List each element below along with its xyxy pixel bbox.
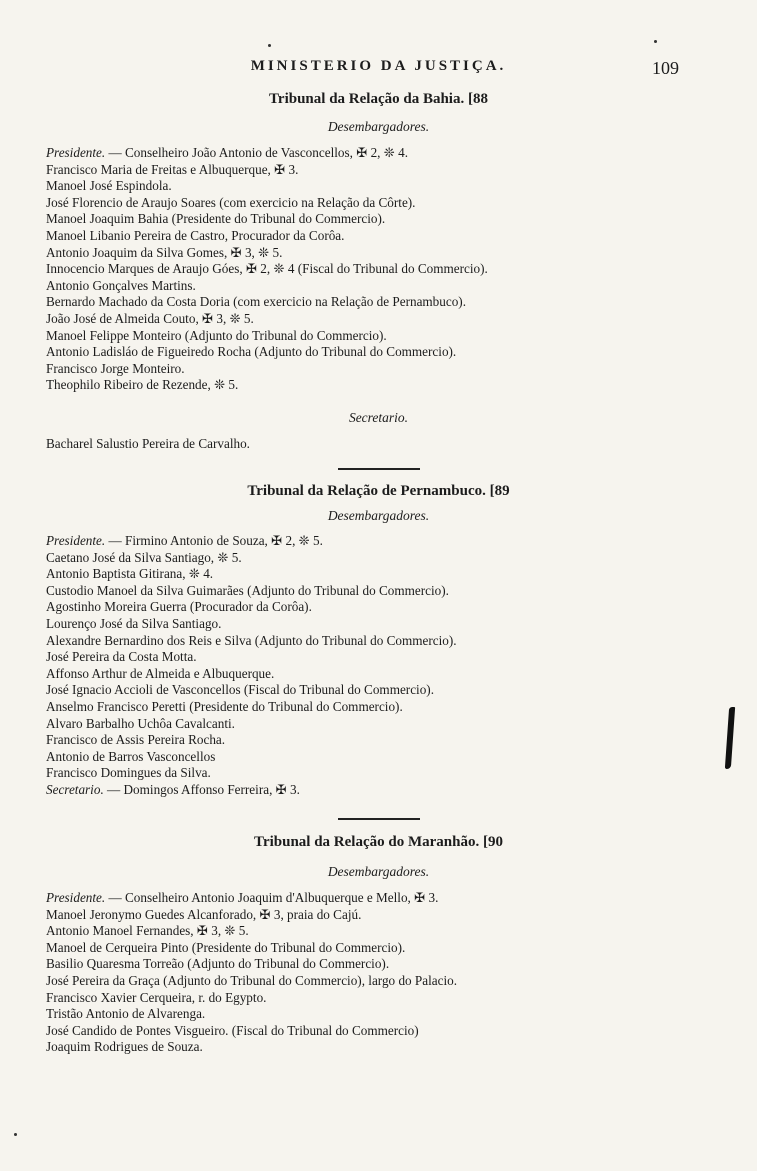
entry-line	[46, 682, 686, 699]
subhead-pernambuco: Desembargadores.	[327, 508, 430, 523]
section-title-bahia: Tribunal da Relação da Bahia. [88	[269, 91, 488, 107]
entry-line	[46, 261, 686, 278]
entries-pernambuco	[46, 533, 686, 799]
entry-line	[46, 361, 686, 378]
entry-text: Manoel José Espindola.	[46, 178, 172, 194]
entry-line	[46, 923, 686, 940]
entry-line	[46, 1023, 686, 1040]
entry-line	[46, 178, 686, 195]
entry-text: Manoel Joaquim Bahia (Presidente do Tribunal do Commercio).	[46, 211, 386, 227]
entry-text: José Florencio de Araujo Soares (com exercicio na Relação da Côrte).	[46, 194, 416, 210]
entry-role: Presidente.	[46, 890, 106, 905]
entry-text: Affonso Arthur de Almeida e Albuquerque.	[46, 665, 275, 681]
entry-text: — Firmino Antonio de Souza, ✠ 2, ❊ 5.	[105, 533, 323, 548]
entries-maranhao	[46, 890, 686, 1056]
entry-text: Manoel Libanio Pereira de Castro, Procurador da Corôa.	[46, 227, 345, 243]
page-number: 109	[652, 58, 679, 78]
entry-line	[46, 782, 686, 799]
section-divider	[338, 468, 420, 470]
entry-text: José Ignacio Accioli de Vasconcellos (Fiscal do Tribunal do Commercio).	[46, 682, 434, 698]
running-head: MINISTERIO DA JUSTIÇA.	[250, 58, 507, 74]
entry-text: Alexandre Bernardino dos Reis e Silva (Adjunto do Tribunal do Commercio).	[46, 632, 457, 648]
entry-line	[46, 699, 686, 716]
entry-text: Francisco Jorge Monteiro.	[46, 360, 185, 376]
entry-line	[46, 328, 686, 345]
section-divider	[338, 818, 420, 820]
entry-line	[46, 940, 686, 957]
entry-text: — Conselheiro João Antonio de Vasconcellos, ✠ 2, ❊ 4.	[105, 145, 408, 160]
entry-line	[46, 990, 686, 1007]
entry-text: Manoel de Cerqueira Pinto (Presidente do Tribunal do Commercio).	[46, 939, 406, 955]
entry-text: Bernardo Machado da Costa Doria (com exercicio na Relação de Pernambuco).	[46, 294, 466, 310]
entry-role: Presidente.	[46, 145, 106, 160]
entry-line	[46, 533, 686, 550]
entry-line	[46, 973, 686, 990]
entry-text: Innocencio Marques de Araujo Góes, ✠ 2, ❊ 4 (Fiscal do Tribunal do Commercio).	[46, 261, 488, 277]
entry-text: Anselmo Francisco Peretti (Presidente do Tribunal do Commercio).	[46, 698, 403, 714]
section-title-pernambuco: Tribunal da Relação de Pernambuco. [89	[247, 483, 510, 499]
entry-line	[46, 566, 686, 583]
entry-line	[46, 311, 686, 328]
entry-text: Tristão Antonio de Alvarenga.	[46, 1006, 206, 1022]
entry-line	[46, 890, 686, 907]
entry-text: Agostinho Moreira Guerra (Procurador da Corôa).	[46, 599, 312, 615]
entry-line	[46, 599, 686, 616]
entry-text: Antonio de Barros Vasconcellos	[46, 748, 216, 764]
entry-text: João José de Almeida Couto, ✠ 3, ❊ 5.	[46, 310, 254, 326]
entry-text: Manoel Jeronymo Guedes Alcanforado, ✠ 3, praia do Cajú.	[46, 906, 362, 922]
secretary-head-bahia: Secretario.	[348, 410, 409, 425]
entry-text: Francisco Xavier Cerqueira, r. do Egypto.	[46, 989, 267, 1005]
entry-role: Presidente.	[46, 533, 106, 548]
entry-line	[46, 749, 686, 766]
entry-text: Alvaro Barbalho Uchôa Cavalcanti.	[46, 715, 235, 731]
entry-line	[46, 162, 686, 179]
entry-text: Antonio Baptista Gitirana, ❊ 4.	[46, 566, 214, 582]
ink-speck	[14, 1133, 17, 1136]
section-title-maranhao: Tribunal da Relação do Maranhão. [90	[254, 834, 503, 850]
entry-text: Custodio Manoel da Silva Guimarães (Adjunto do Tribunal do Commercio).	[46, 582, 449, 598]
entry-role: Secretario.	[46, 781, 104, 797]
ink-speck	[268, 44, 271, 47]
secretary-bahia: Bacharel Salustio Pereira de Carvalho.	[46, 436, 250, 451]
entry-text: — Domingos Affonso Ferreira, ✠ 3.	[103, 781, 300, 797]
entry-text: Antonio Joaquim da Silva Gomes, ✠ 3, ❊ 5.	[46, 244, 283, 260]
entry-text: Antonio Ladisláo de Figueiredo Rocha (Adjunto do Tribunal do Commercio).	[46, 344, 457, 360]
entry-line	[46, 716, 686, 733]
entry-line	[46, 732, 686, 749]
entry-line	[46, 616, 686, 633]
entry-line	[46, 195, 686, 212]
entry-line	[46, 145, 686, 162]
entry-text: José Candido de Pontes Visgueiro. (Fiscal do Tribunal do Commercio)	[46, 1022, 419, 1038]
entry-line	[46, 377, 686, 394]
entry-text: Basilio Quaresma Torreão (Adjunto do Tribunal do Commercio).	[46, 956, 390, 972]
entry-text: Theophilo Ribeiro de Rezende, ❊ 5.	[46, 377, 239, 393]
subhead-maranhao: Desembargadores.	[327, 864, 430, 879]
entry-text: José Pereira da Costa Motta.	[46, 649, 197, 665]
page-header	[0, 58, 757, 82]
ink-speck	[654, 40, 657, 43]
entry-text: Francisco Maria de Freitas e Albuquerque, ✠ 3.	[46, 161, 299, 177]
margin-ink-mark	[725, 707, 735, 769]
entry-text: Antonio Manoel Fernandes, ✠ 3, ❊ 5.	[46, 923, 249, 939]
entry-line	[46, 583, 686, 600]
subhead-bahia: Desembargadores.	[327, 119, 430, 134]
entry-line	[46, 211, 686, 228]
entry-text: — Conselheiro Antonio Joaquim d'Albuquerque e Mello, ✠ 3.	[105, 890, 439, 905]
entry-text: Lourenço José da Silva Santiago.	[46, 615, 222, 631]
entry-text: Joaquim Rodrigues de Souza.	[46, 1039, 203, 1055]
entry-line	[46, 1039, 686, 1056]
entry-line	[46, 765, 686, 782]
entry-line	[46, 649, 686, 666]
entry-text: Caetano José da Silva Santiago, ❊ 5.	[46, 549, 242, 565]
entry-line	[46, 956, 686, 973]
entry-text: José Pereira da Graça (Adjunto do Tribunal do Commercio), largo do Palacio.	[46, 972, 458, 988]
entry-line	[46, 907, 686, 924]
entry-line	[46, 550, 686, 567]
entry-line	[46, 294, 686, 311]
entry-line	[46, 1006, 686, 1023]
entry-line	[46, 228, 686, 245]
entry-line	[46, 633, 686, 650]
entry-line	[46, 245, 686, 262]
entry-line	[46, 344, 686, 361]
entry-line	[46, 278, 686, 295]
entries-bahia	[46, 145, 686, 394]
entry-text: Manoel Felippe Monteiro (Adjunto do Tribunal do Commercio).	[46, 327, 387, 343]
entry-text: Francisco de Assis Pereira Rocha.	[46, 732, 226, 748]
entry-text: Antonio Gonçalves Martins.	[46, 277, 196, 293]
entry-line	[46, 666, 686, 683]
entry-text: Francisco Domingues da Silva.	[46, 765, 211, 781]
